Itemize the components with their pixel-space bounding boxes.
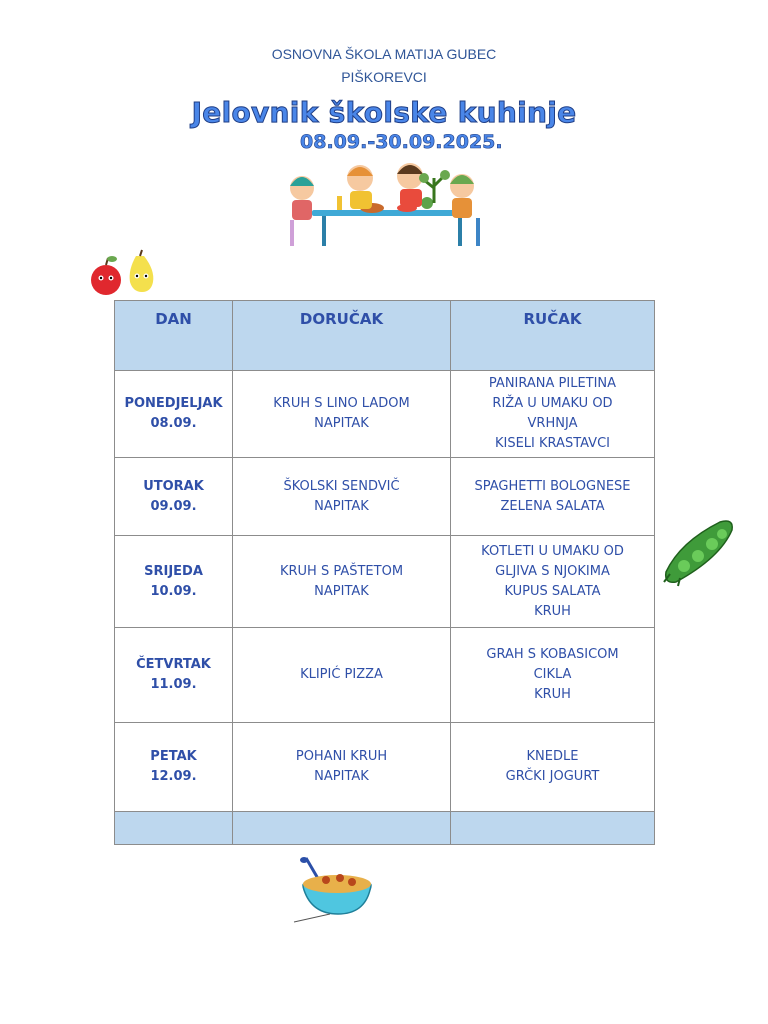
lunch-cell	[451, 536, 655, 628]
kids-at-table-icon	[282, 158, 492, 248]
day-date: 11.09.	[150, 677, 197, 692]
table-row	[115, 723, 655, 812]
breakfast-item: NAPITAK	[314, 498, 369, 514]
day-name: SRIJEDA	[144, 563, 203, 579]
footer-cell	[233, 812, 451, 845]
day-cell	[115, 458, 233, 536]
breakfast-item: KRUH S PAŠTETOM	[279, 563, 404, 579]
breakfast-item: ŠKOLSKI SENDVIČ	[283, 478, 400, 494]
lunch-item: CIKLA	[533, 667, 572, 682]
breakfast-item: NAPITAK	[314, 583, 369, 599]
day-date: 08.09.	[150, 416, 197, 431]
day-name: ČETVRTAK	[136, 657, 211, 672]
table-row	[115, 371, 655, 458]
header-breakfast: DORUČAK	[233, 301, 451, 371]
lunch-item: VRHNJA	[527, 416, 578, 431]
apple-pear-icon	[86, 248, 162, 300]
school-name: OSNOVNA ŠKOLA MATIJA GUBEC	[271, 46, 497, 62]
lunch-item: KNEDLE	[526, 749, 579, 764]
lunch-item: PANIRANA PILETINA	[488, 376, 617, 391]
day-name: PONEDJELJAK	[124, 396, 223, 411]
footer-cell	[115, 812, 233, 845]
day-date: 12.09.	[150, 769, 197, 784]
date-range: 08.09.-30.09.2025.	[300, 131, 503, 153]
spaghetti-bowl-icon	[290, 856, 380, 924]
lunch-item: KOTLETI U UMAKU OD	[481, 543, 624, 559]
breakfast-cell	[233, 628, 451, 723]
lunch-item: KRUH	[534, 603, 571, 619]
lunch-item: GRČKI JOGURT	[505, 769, 600, 784]
day-name: PETAK	[150, 749, 197, 764]
lunch-item: GRAH S KOBASICOM	[486, 647, 619, 662]
lunch-item: KUPUS SALATA	[504, 583, 601, 599]
table-header-row	[115, 301, 655, 371]
table-footer-row	[115, 812, 655, 845]
table-row	[115, 458, 655, 536]
breakfast-item: NAPITAK	[314, 416, 369, 431]
breakfast-cell	[233, 458, 451, 536]
header-day: DAN	[115, 301, 233, 371]
menu-table	[114, 300, 655, 845]
day-date: 09.09.	[150, 498, 197, 514]
header-lunch: RUČAK	[451, 301, 655, 371]
breakfast-cell	[233, 723, 451, 812]
pea-pod-icon	[660, 512, 740, 588]
page-title: Jelovnik školske kuhinje	[191, 96, 577, 129]
lunch-cell	[451, 371, 655, 458]
school-place: PIŠKOREVCI	[341, 69, 427, 85]
breakfast-item: KLIPIĆ PIZZA	[300, 667, 383, 682]
breakfast-cell	[233, 371, 451, 458]
lunch-cell	[451, 723, 655, 812]
lunch-item: KRUH	[534, 687, 571, 702]
lunch-item: SPAGHETTI BOLOGNESE	[474, 478, 631, 494]
lunch-cell	[451, 458, 655, 536]
lunch-item: GLJIVA S NJOKIMA	[495, 563, 610, 579]
footer-cell	[451, 812, 655, 845]
day-cell	[115, 536, 233, 628]
day-cell	[115, 371, 233, 458]
lunch-item: KISELI KRASTAVCI	[494, 436, 610, 451]
lunch-cell	[451, 628, 655, 723]
day-name: UTORAK	[143, 478, 204, 494]
day-cell	[115, 723, 233, 812]
table-row	[115, 536, 655, 628]
breakfast-item: POHANI KRUH	[295, 749, 388, 764]
breakfast-item: NAPITAK	[314, 769, 369, 784]
breakfast-item: KRUH S LINO LADOM	[273, 396, 410, 411]
breakfast-cell	[233, 536, 451, 628]
lunch-item: ZELENA SALATA	[500, 498, 605, 514]
lunch-item: RIŽA U UMAKU OD	[492, 396, 613, 411]
day-cell	[115, 628, 233, 723]
table-row	[115, 628, 655, 723]
day-date: 10.09.	[150, 583, 197, 599]
